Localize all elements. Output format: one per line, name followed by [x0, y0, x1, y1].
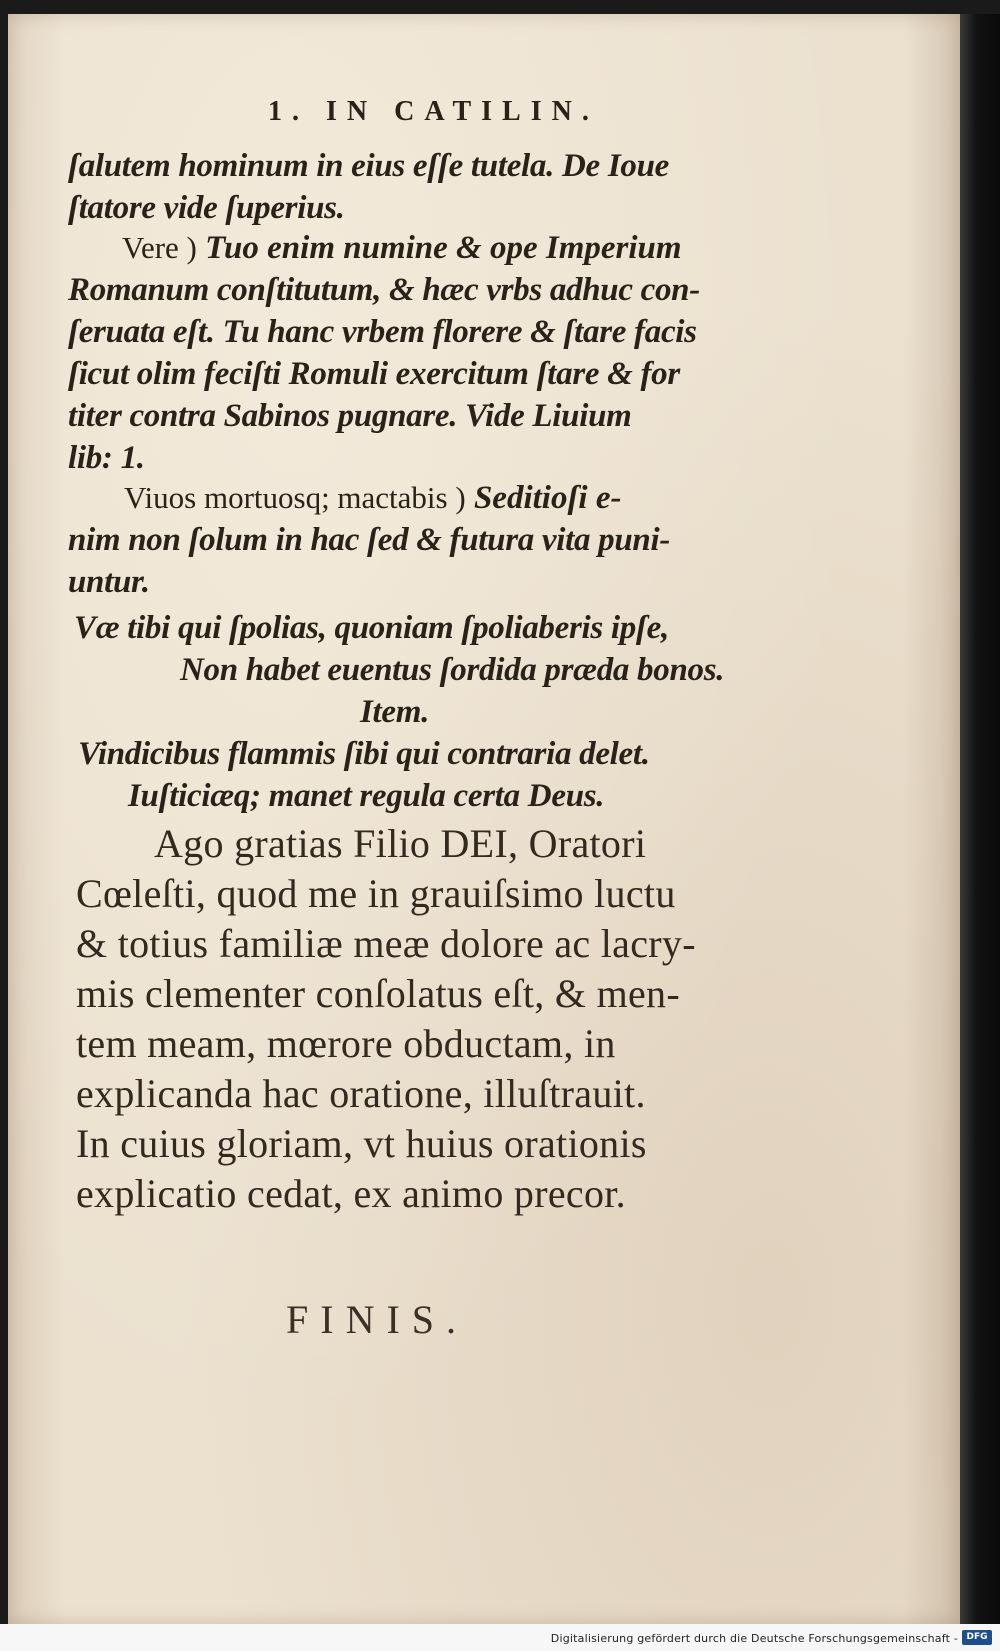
text-line: ſicut olim feciſti Romuli exercitum ſtare & for [68, 356, 680, 392]
text-line: lib: 1. [68, 440, 145, 476]
verse-line: Iuſticiæq; manet regula certa Deus. [128, 778, 605, 814]
finis-mark: FINIS. [286, 1297, 469, 1342]
verse-line: Item. [360, 694, 430, 730]
text-line [124, 480, 622, 517]
closing-line: explicanda hac oratione, illuſtrauit. [76, 1071, 646, 1116]
closing-line: mis clementer conſolatus eſt, & men‑ [76, 971, 680, 1016]
text-line: ſeruata eſt. Tu hanc vrbem florere & ſtare facis [68, 314, 697, 350]
running-header: 1. IN CATILIN. [268, 96, 599, 127]
digitization-credit: Digitalisierung gefördert durch die Deutsche Forschungsgemeinschaft - [550, 1632, 958, 1645]
closing-line: In cuius gloriam, vt huius orationis [76, 1121, 647, 1166]
text-line: ſalutem hominum in eius eſſe tutela. De Ioue [68, 148, 669, 184]
text-line [122, 230, 682, 267]
verse-line: Non habet euentus ſordida præda bonos. [180, 652, 725, 688]
text-line: ſtatore vide ſuperius. [68, 190, 345, 226]
book-edge [960, 14, 1000, 1624]
text-line: titer contra Sabinos pugnare. Vide Liuium [68, 398, 632, 434]
text-line: untur. [68, 564, 150, 600]
closing-line: explicatio cedat, ex animo precor. [76, 1171, 626, 1216]
verse-line: Vindicibus flammis ſibi qui contraria delet. [78, 736, 650, 772]
text-line: nim non ſolum in hac ſed & futura vita puni‑ [68, 522, 671, 558]
commentary: Tuo enim numine & ope Imperium [205, 230, 682, 266]
closing-line: & totius familiæ meæ dolore ac lacry‑ [76, 921, 696, 966]
commentary: Seditioſi e‑ [473, 480, 622, 516]
lemma: Viuos mortuosq; mactabis ) [124, 480, 466, 515]
verse-line: Væ tibi qui ſpolias, quoniam ſpoliaberis ipſe, [74, 610, 669, 646]
closing-line: tem meam, mœrore obductam, in [76, 1021, 616, 1066]
text-line: Romanum conſtitutum, & hæc vrbs adhuc con‑ [68, 272, 700, 308]
closing-line: Cœleſti, quod me in grauiſsimo luctu [76, 871, 676, 916]
dfg-logo: DFG [962, 1630, 992, 1645]
closing-line: Ago gratias Filio DEI, Oratori [154, 821, 647, 866]
lemma: Vere ) [122, 230, 197, 265]
